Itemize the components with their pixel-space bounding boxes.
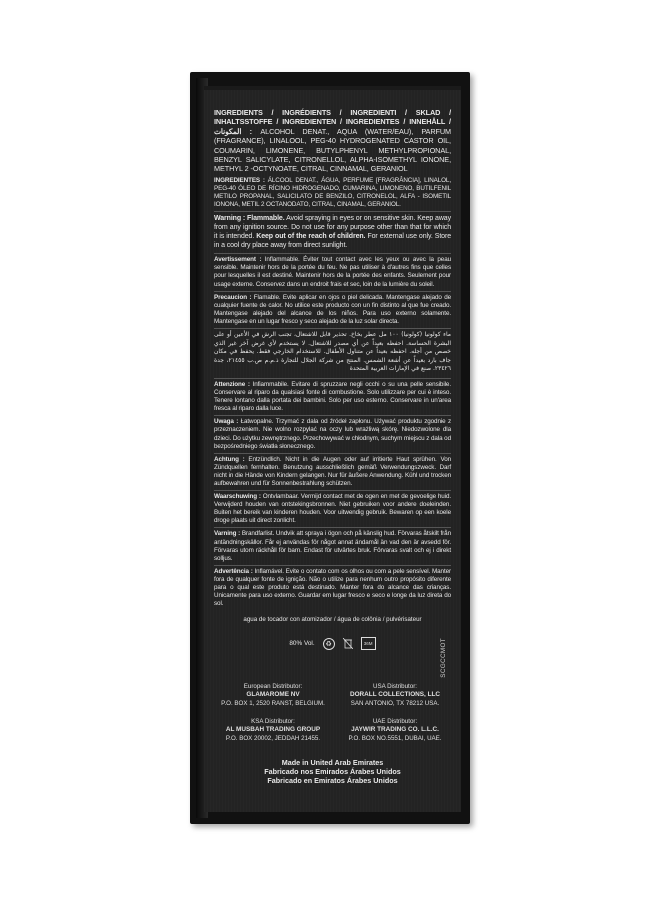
usa-distributor-name: DORALL COLLECTIONS, LLC xyxy=(349,691,441,699)
made-in-portuguese: Fabricado nos Emirados Árabes Unidos xyxy=(264,767,401,777)
period-after-opening-label: 36M xyxy=(363,641,373,647)
warning-arabic: ماء كولونيا (كولونيا) ١٠٠ مل عطر بخاخ. تحذير قابل للاشتعال، تجنب الرش في الأعين أو على البشرة الحساسة. احفظه بعيداً عن أي مصدر للاشتعال. لا يستخدم لأي غرض آخر غير الذي خصص من أجله. احفظه بعيداً عن متناول الأطفال. للاستخدام الخارجي فقط. يحفظ في مكان جاف بارد بعيداً عن أشعة الشمس. المنتج من شركة الجلال للتجارة ذ.م.م ص.ب ٢١٤٥٥، جدة ٢٣٤٢٦. صنع في الإمارات العربية المتحدة xyxy=(214,330,451,373)
warning-french xyxy=(214,256,451,288)
warning-italian xyxy=(214,381,451,413)
warning-portuguese-heading: Advertência : xyxy=(214,567,253,575)
divider xyxy=(214,328,451,329)
warning-german-text: Entzündlich. Nicht in die Augen oder auf irritierte Haut sprühen. Von Zündquellen fernhalten. Benutzung ausschließlich gemäß Verwendungszweck. Darf nicht in die Hände von Kindern gelangen. Nur für äußere Anwendung. Kühl und trocken aufbewahren und für Sonnenbestrahlung schützen. xyxy=(214,455,451,487)
perfume-box-back-panel xyxy=(204,90,461,812)
uae-distributor-label: UAE Distributor: xyxy=(372,718,418,725)
warning-french-text: Inflammable. Éviter tout contact avec les yeux ou avec la peau sensible. Maintenir hors de la portée du feu. Ne pas utiliser à d'autres fins que celles pour lesquelles il est destiné. Maintenir hors de la portée des enfants. Seulement pour usage externe. Conservez dans un endroit frais et sec, loin de la lumière du soleil. xyxy=(214,256,451,288)
warning-dutch xyxy=(214,493,451,525)
recycle-icon: ♻ xyxy=(323,638,335,650)
warning-spanish xyxy=(214,294,451,326)
uae-distributor-name: JAYWIR TRADING CO. L.L.C. xyxy=(351,726,439,734)
warning-english-heading: Warning : Flammable. xyxy=(214,215,285,223)
warning-polish-text: Łatwopalne. Trzymać z dala od źródeł zapłonu. Używać produktu zgodnie z przeznaczeniem. Nie wolno rozpylać na oczy lub wrażliwą skórę. Niedozwolone dla dzieci. Do użytku zewnętrznego. Przechowywać w chłodnym, suchym miejscu z dala od bezpośredniego światła słonecznego. xyxy=(214,418,451,450)
volume-and-symbols xyxy=(214,637,451,650)
warning-german-heading: Achtung : xyxy=(214,455,245,463)
alcohol-volume: 80% Vol. xyxy=(289,640,315,648)
made-in-english: Made in United Arab Emirates xyxy=(281,758,384,767)
ingredients-portuguese-text: ÁLCOOL DENAT., ÁGUA, PERFUME [FRAGRÂNCIA], LINALOL, PEG-40 ÓLEO DE RÍCINO HIDROGENADO, CUMARINA, LIMONENO, BUTILFENIL METILO PROPANAL, SALICILATO DE BENZILO, CITRONELOL, ALFA - ISOMETIL IONONA, METIL 2 OCTANODATO, CITRAL, CINAMAL, GERANIOL. xyxy=(214,176,451,209)
divider xyxy=(214,527,451,528)
uae-distributor xyxy=(336,718,454,743)
usa-distributor xyxy=(336,683,454,708)
divider xyxy=(214,211,451,212)
made-in-spanish: Fabricado en Emiratos Árabes Unidos xyxy=(267,776,398,786)
warning-spanish-text: Flamable. Evite aplicar en ojos o piel delicada. Mantengase alejado de cualquier fuente de calor. No utilice este producto con un fin distinto al que fue creado. Mantengase alejado del alcance de los niños. Para uso externo solamente. Mantengase en un lugar fresco y seco alejado de la luz solar directa. xyxy=(214,293,451,325)
warning-english xyxy=(214,214,451,250)
warning-spanish-heading: Precaucion : xyxy=(214,293,252,301)
warning-german xyxy=(214,456,451,488)
warning-dutch-heading: Waarschuwing : xyxy=(214,493,261,501)
divider xyxy=(214,490,451,491)
eu-distributor xyxy=(214,683,332,708)
warning-swedish xyxy=(214,530,451,562)
ksa-distributor-name: AL MUSBAH TRADING GROUP xyxy=(225,726,321,734)
divider xyxy=(214,378,451,379)
made-in xyxy=(214,758,451,786)
divider xyxy=(214,291,451,292)
ksa-distributor-address: P.O. BOX 20002, JEDDAH 21455. xyxy=(225,734,321,742)
period-after-opening-icon xyxy=(361,637,376,650)
product-type: agua de tocador con atomizador / água de colônia / pulvérisateur xyxy=(243,616,422,624)
usa-distributor-label: USA Distributor: xyxy=(372,683,417,690)
warning-polish-heading: Uwaga : xyxy=(214,418,239,426)
ingredients-international xyxy=(214,108,451,174)
divider xyxy=(214,415,451,416)
warning-polish xyxy=(214,418,451,450)
warning-portuguese-text: Inflamável. Evite o contato com os olhos ou com a pele sensível. Manter fora de qualquer fonte de ignição. Não o utilize para nenhum outro propósito diferente para o qual este produto está destinado. Manter fora do alcance das crianças. Unicamente para uso externo. Guardar em lugar fresco e seco e longe da luz direta do sol. xyxy=(214,567,451,608)
warning-dutch-text: Ontvlambaar. Vermijd contact met de ogen en met de gevoelige huid. Verwijderd houden van ontstekingsbronnen. Niet gebruiken voor andere doeleinden. Buiten het bereik van kinderen houden. Voor uitwendig gebruik. Bewaren op een koele droge plaats uit direct zonlicht. xyxy=(214,493,451,525)
warning-english-children: Keep out of the reach of children. xyxy=(256,233,366,241)
ingredients-international-heading: INGREDIENTS / INGRÉDIENTS / INGREDIENTI / SKLAD / INHALTSSTOFFE / INGREDIENTEN / INGREDIENTES / INNEHÅLL / المكونات : xyxy=(214,108,451,136)
warning-english-text-2: For external use only. Store in a cool dry place away from direct sunlight. xyxy=(214,233,451,250)
eu-distributor-name: GLAMAROME NV xyxy=(246,691,300,699)
warning-swedish-heading: Varning : xyxy=(214,530,241,538)
divider xyxy=(214,253,451,254)
warning-italian-text: Infiammabile. Evitare di spruzzare negli occhi o su una pelle sensibile. Conservare al riparo da qualsiasi fonte di combustione. Solo utilizzare per cui è inteso. Tenere lontano dalla portata dei bambini. Solo per uso esterno. Conservare in un'area fresca al riparo dalla luce. xyxy=(214,380,451,413)
eu-distributor-address: P.O. BOX 1, 2520 RANST, BELGIUM. xyxy=(221,699,325,707)
ingredients-portuguese xyxy=(214,177,451,209)
divider xyxy=(214,565,451,566)
warning-french-heading: Avertissement : xyxy=(214,256,262,264)
ksa-distributor xyxy=(214,718,332,743)
warning-swedish-text: Brandfarlist. Undvik att spraya i ögon och på känslig hud. Förvaras åtskilt från antändningskällor. Får ej användas för något annat ändamål än vad den är avsedd för. Förvaras utom räckhåll för barn. Endast för utvärtes bruk. Förvaras svalt och ej i direkt solljus. xyxy=(214,530,451,562)
warning-english-text-1: Avoid spraying in eyes or on sensitive skin. Keep away from any ignition source. Do not use for any purpose other than that for which it is intended. xyxy=(214,215,451,241)
divider xyxy=(214,453,451,454)
warning-italian-heading: Attenzione : xyxy=(214,380,250,388)
batch-code: SCGCCMOT xyxy=(440,638,447,678)
uae-distributor-address: P.O. BOX NO.5551, DUBAI, UAE. xyxy=(348,734,442,742)
usa-distributor-address: SAN ANTONIO, TX 78212 USA. xyxy=(350,699,440,707)
waste-bin-icon xyxy=(343,638,353,649)
ingredients-international-text: ALCOHOL DENAT., AQUA (WATER/EAU), PARFUM (FRAGRANCE), LINALOOL, PEG-40 HYDROGENATED CASTOR OIL, COUMARIN, LIMONENE, BUTYLPHENYL METHYLPROPIONAL, BENZYL SALICYLATE, CITRONELLOL, ALPHA-ISOMETHYL IONONE, METHYL 2 -OCTYNOATE, CITRAL, CINNAMAL, GERANIOL xyxy=(214,126,451,174)
warning-portuguese xyxy=(214,568,451,608)
ingredients-portuguese-heading: INGREDIENTES : xyxy=(214,176,265,184)
eu-distributor-label: European Distributor: xyxy=(243,683,303,690)
ksa-distributor-label: KSA Distributor: xyxy=(251,718,295,725)
